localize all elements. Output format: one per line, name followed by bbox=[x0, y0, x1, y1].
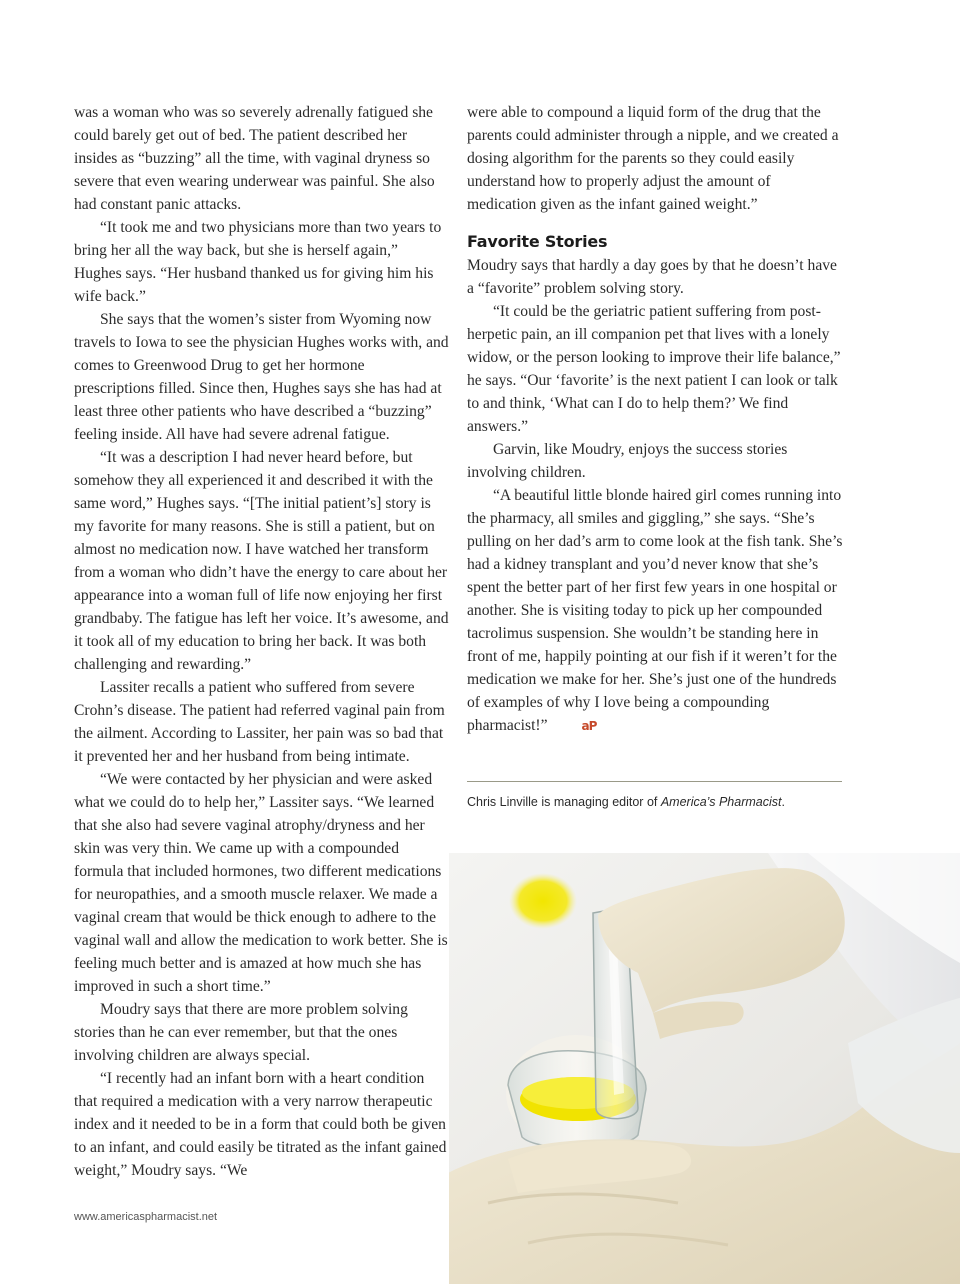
body-paragraph: “It took me and two physicians more than two years to bring her all the way back, but she is herself again,” Hughes says. “Her husband thanked us for giving him his wife back.” bbox=[74, 219, 442, 305]
final-paragraph-text: “A beautiful little blonde haired girl comes running into the pharmacy, all smiles and giggling,” she says. “She’s pulling on her dad’s arm to come look at the fish tank. She’s had a kidney transplant and you’d never know that she’s spent the better part of her first few years in one hospital or another. She is visiting today to pick up her compounded tacrolimus suspension. She wouldn’t be standing here in front of me, happily pointing at our fish if it weren’t for the medication we make for her. She’s just one of the hundreds of examples of why I love being a compounding pharmacist!” bbox=[467, 487, 843, 734]
right-column bbox=[467, 101, 843, 738]
publication-name: America’s Pharmacist bbox=[660, 795, 782, 809]
body-paragraph: “It could be the geriatric patient suffering from post-herpetic pain, an ill companion pet that lives with a lonely widow, or the person looking to improve their life balance,” he says. “Our ‘favorite’ is the next patient I can look or talk to and think, ‘What can I do to help them?’ We find answers.” bbox=[467, 303, 841, 435]
body-paragraph: Lassiter recalls a patient who suffered from severe Crohn’s disease. The patient had referred vaginal pain from the ailment. According to Lassiter, her pain was so bad that it prevented her and her husband from being intimate. bbox=[74, 679, 445, 765]
body-paragraph: “We were contacted by her physician and were asked what we could do to help her,” Lassiter says. “We learned that she also had severe vaginal atrophy/dryness and her skin was very thin. We came up with a compounded formula that included hormones, two different medications for neuropathies, and a smooth muscle relaxer. We made a vaginal cream that would be thick enough to adhere to the vaginal wall and allow the medication to work better. She is feeling much better and is amazed at how much she has improved in such a short time.” bbox=[74, 771, 448, 995]
bio-text: Chris Linville is managing editor of bbox=[467, 795, 661, 809]
body-paragraph: “I recently had an infant born with a heart condition that required a medication with a very narrow therapeutic index and it needed to be in a form that could both be given to an infant, and could easily be titrated as the infant gained weight,” Moudry says. “We bbox=[74, 1070, 447, 1179]
body-paragraph: “It was a description I had never heard before, but somehow they all experienced it and described it with the same word,” Hughes says. “[The initial patient’s] story is my favorite for many reasons. She is still a patient, but on almost no medication now. I have watched her transform from a woman who didn’t have the energy to care about her appearance into a woman full of life now enjoying her first grandbaby. The fatigue has left her voice. It’s awesome, and it took all of my education to bring her back. It was both challenging and rewarding.” bbox=[74, 449, 449, 673]
footer-url: www.americaspharmacist.net bbox=[74, 1211, 218, 1223]
end-mark-logo: aP bbox=[581, 719, 597, 733]
divider-rule bbox=[467, 781, 842, 782]
body-paragraph: Moudry says that there are more problem solving stories than he can ever remember, but that the ones involving children are always special. bbox=[74, 1001, 408, 1064]
section-heading: Favorite Stories bbox=[467, 232, 608, 251]
left-column bbox=[74, 101, 449, 1182]
author-bio bbox=[467, 793, 847, 811]
body-paragraph: were able to compound a liquid form of the drug that the parents could administer through a nipple, and we created a dosing algorithm for the parents so they could easily understand how to properly adjust the amount of medication given as the infant gained weight.” bbox=[467, 104, 839, 213]
body-paragraph bbox=[467, 484, 843, 738]
body-paragraph: was a woman who was so severely adrenally fatigued she could barely get out of bed. The patient described her insides as “buzzing” all the time, with vaginal dryness so severe that even wearing underwear was painful. She also had constant panic attacks. bbox=[74, 104, 435, 213]
body-paragraph: Moudry says that hardly a day goes by that he doesn’t have a “favorite” problem solving story. bbox=[467, 257, 837, 297]
body-paragraph: Garvin, like Moudry, enjoys the success stories involving children. bbox=[467, 441, 788, 481]
body-paragraph: She says that the women’s sister from Wyoming now travels to Iowa to see the physician Hughes works with, and comes to Greenwood Drug to get her hormone prescriptions filled. Since then, Hughes says she has had at least three other patients who have described a “buzzing” feeling inside. All have had severe adrenal fatigue. bbox=[74, 311, 449, 443]
bio-period: . bbox=[781, 795, 785, 809]
compounding-photo bbox=[448, 853, 960, 1284]
